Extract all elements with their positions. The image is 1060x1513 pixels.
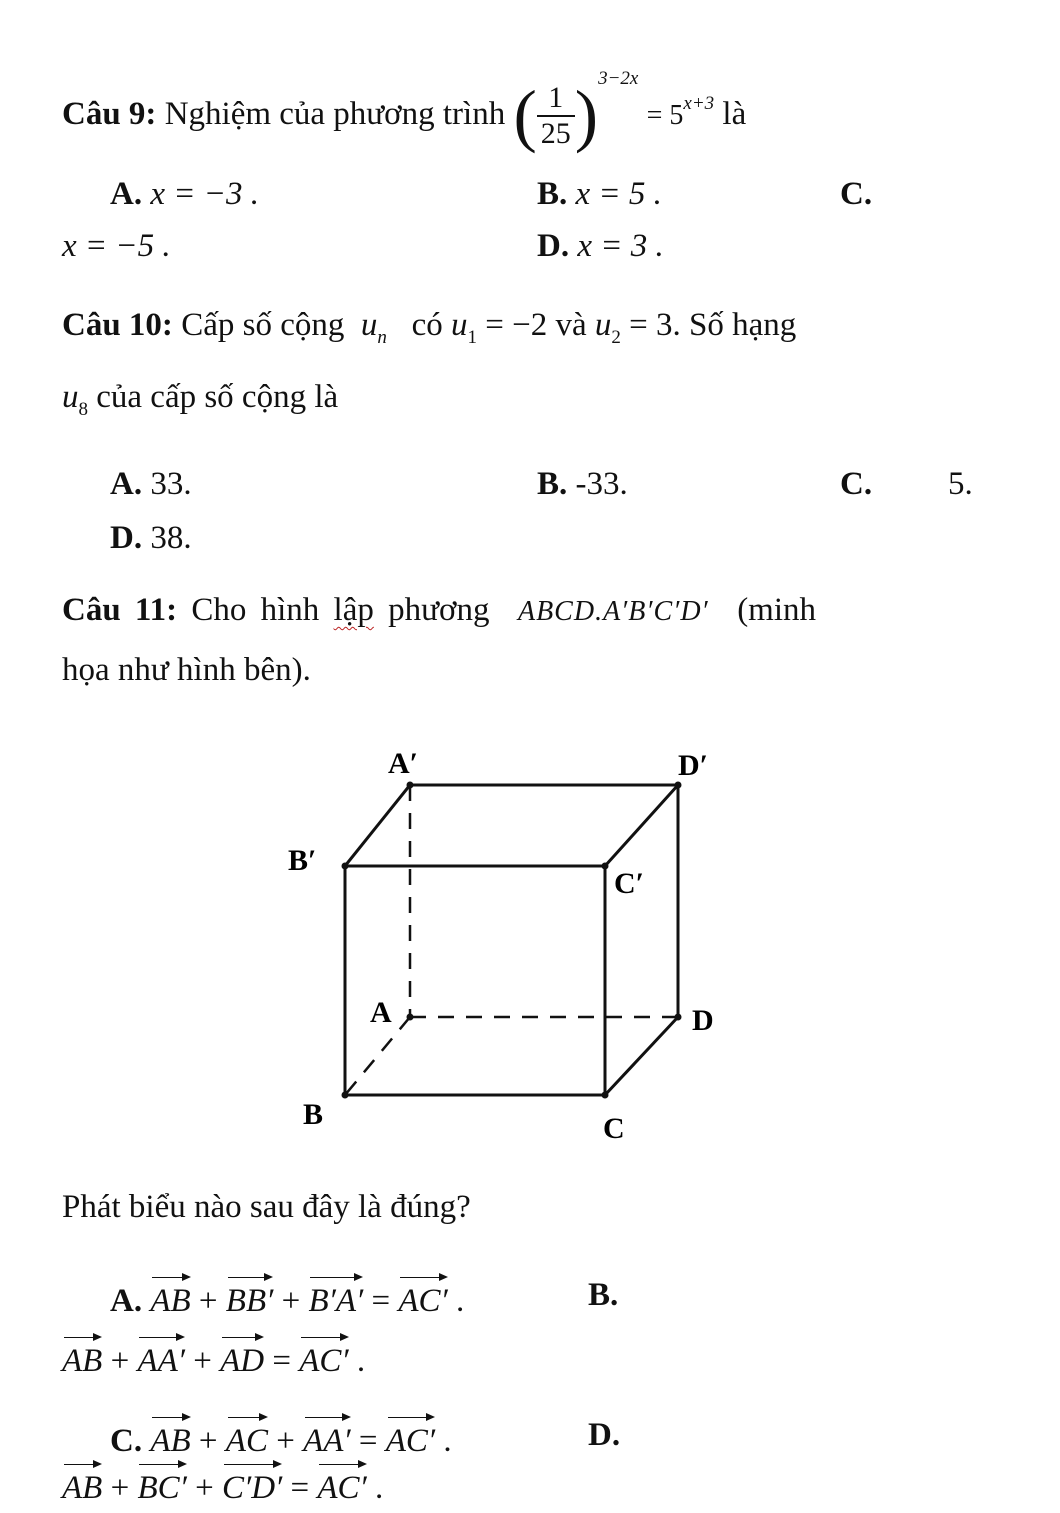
q10-option-b-value: -33. (575, 466, 628, 502)
q11-b-term3: AD (220, 1335, 264, 1381)
equals-sign: = (358, 1423, 378, 1459)
q10-un-sub: n (377, 327, 387, 348)
label-c: C (603, 1112, 625, 1145)
q9-frac-num: 1 (537, 81, 575, 117)
q10-option-d-letter: D. (110, 520, 143, 556)
period: . (456, 1283, 465, 1319)
q11-text-lap: lập (333, 592, 374, 628)
q10-u2-val: = 3 (629, 307, 673, 343)
q9-option-a[interactable] (110, 174, 259, 214)
q11-a-result: AC′ (398, 1275, 447, 1321)
q10-option-b[interactable] (537, 464, 628, 504)
q11-option-c-letter: C. (110, 1423, 143, 1459)
q9-option-c-expr: x = −5 . (62, 228, 171, 264)
q11-question (62, 1187, 471, 1227)
q11-c-term2: AC (226, 1415, 268, 1461)
q9-exp-right: x+3 (683, 93, 715, 114)
q9-option-c-letter: C. (840, 176, 873, 212)
q9-eq: = 5 (646, 100, 684, 131)
equals-sign: = (272, 1343, 291, 1379)
label-b: B (303, 1098, 324, 1131)
q9-option-b[interactable] (537, 174, 662, 214)
q11-option-d-letter: D. (588, 1417, 621, 1453)
q9-option-c-expr-line[interactable] (62, 226, 171, 266)
q11-option-a[interactable] (110, 1275, 464, 1321)
vertex-bp (342, 863, 349, 870)
label-ap: A′ (388, 747, 419, 780)
label-bp: B′ (288, 844, 317, 877)
q11-cube-name: ABCD.A′B′C′D′ (517, 596, 709, 627)
period: . (443, 1423, 452, 1459)
equals-sign: = (290, 1470, 310, 1506)
q11-b-term2: AA′ (137, 1335, 185, 1381)
q11-line2: họa như hình bên). (62, 652, 311, 688)
q10-text3: của cấp số cộng là (96, 379, 339, 415)
edge-c-d (605, 1017, 678, 1095)
q11-d-result: AC′ (317, 1462, 366, 1508)
q9-option-b-letter: B. (537, 176, 568, 212)
period: . (356, 1343, 366, 1379)
q10-va: và (555, 307, 587, 343)
q9-text: Nghiệm của phương trình (164, 96, 506, 132)
edge-a-b-hidden (345, 1017, 410, 1095)
q9-option-c[interactable] (840, 174, 872, 214)
q11-label: Câu 11: (62, 592, 178, 628)
q11-question-text: Phát biểu nào sau đây là đúng? (62, 1189, 471, 1225)
q11-option-d[interactable] (588, 1415, 620, 1455)
q10-u2: u (594, 307, 612, 343)
plus-sign: + (276, 1423, 295, 1459)
vertex-dp (675, 782, 682, 789)
q11-stem-line1 (62, 590, 816, 632)
q11-option-b[interactable] (588, 1275, 618, 1315)
q11-c-term1: AB (150, 1415, 190, 1461)
q9-left-paren: ( (513, 77, 537, 155)
q11-a-term3: B′A′ (308, 1275, 363, 1321)
edge-cp-dp (605, 785, 678, 866)
q11-text-b: phương (388, 592, 490, 628)
label-dp: D′ (678, 749, 709, 782)
q10-u8-sub: 8 (78, 399, 88, 420)
q9-right-paren: ) (574, 77, 599, 155)
q10-stem-line2 (62, 377, 338, 430)
q10-label: Câu 10: (62, 307, 173, 343)
label-d: D (692, 1004, 714, 1037)
q9-exp-left: 3−2x (598, 68, 639, 89)
q10-option-d[interactable] (110, 518, 192, 558)
plus-sign: + (195, 1470, 214, 1506)
label-cp: C′ (614, 867, 645, 900)
q11-stem-line2 (62, 650, 311, 690)
q10-option-c-value: 5. (948, 466, 973, 502)
vertex-ap (407, 782, 414, 789)
q11-option-b-expr[interactable] (62, 1335, 365, 1381)
q11-c-result: AC′ (386, 1415, 435, 1461)
q10-u1-sub: 1 (467, 327, 477, 348)
q9-option-b-expr: x = 5 . (575, 176, 662, 212)
plus-sign: + (110, 1470, 130, 1506)
q10-un: u (360, 307, 378, 343)
q10-u8: u (62, 379, 79, 415)
q9-option-a-letter: A. (110, 176, 143, 212)
q10-option-c-letter: C. (840, 466, 873, 502)
plus-sign: + (198, 1423, 218, 1459)
q11-d-term1: AB (62, 1462, 102, 1508)
q10-u2-sub: 2 (611, 327, 621, 348)
q11-text-c: (minh (737, 592, 817, 628)
q9-label: Câu 9: (62, 96, 157, 132)
q10-option-d-value: 38. (150, 520, 192, 556)
q9-option-d[interactable] (537, 226, 664, 266)
q11-d-term2: BC′ (137, 1462, 186, 1508)
q11-b-term1: AB (62, 1335, 102, 1381)
edge-bp-ap (345, 785, 410, 866)
plus-sign: + (198, 1283, 218, 1319)
q9-option-a-expr: x = −3 . (150, 176, 260, 212)
q9-option-d-letter: D. (537, 228, 570, 264)
q10-option-a[interactable] (110, 464, 192, 504)
q9-fraction (537, 81, 575, 151)
vertex-b (342, 1092, 349, 1099)
q9-stem (62, 44, 747, 155)
q11-b-result: AC′ (299, 1335, 348, 1381)
period: . (375, 1470, 384, 1506)
q9-frac-den: 25 (540, 117, 571, 151)
q11-d-term3: C′D′ (222, 1462, 282, 1508)
vertex-c (602, 1092, 609, 1099)
q10-option-a-value: 33. (150, 466, 192, 502)
vertex-d (675, 1014, 682, 1021)
vertex-a (407, 1014, 414, 1021)
q10-text2: . Số hạng (672, 307, 797, 343)
q10-text1: Cấp số cộng (181, 307, 345, 343)
q11-text-a: Cho hình (191, 592, 320, 628)
q10-u1-val: = −2 (485, 307, 548, 343)
q10-option-c-value-wrap[interactable] (948, 464, 973, 504)
plus-sign: + (110, 1343, 130, 1379)
q11-option-b-letter: B. (588, 1277, 619, 1313)
q11-option-a-letter: A. (110, 1283, 143, 1319)
q11-option-d-expr[interactable] (62, 1462, 383, 1508)
q10-option-a-letter: A. (110, 466, 143, 502)
plus-sign: + (281, 1283, 301, 1319)
q10-stem-line1 (62, 305, 796, 358)
q10-co: có (411, 307, 443, 343)
label-a: A (370, 996, 392, 1029)
equals-sign: = (371, 1283, 391, 1319)
q10-option-b-letter: B. (537, 466, 568, 502)
q11-option-c[interactable] (110, 1415, 452, 1461)
q10-u1: u (451, 307, 468, 343)
q11-a-term1: AB (150, 1275, 190, 1321)
q11-a-term2: BB′ (226, 1275, 274, 1321)
q9-option-d-expr: x = 3 . (577, 228, 664, 264)
vertex-cp (602, 863, 609, 870)
plus-sign: + (193, 1343, 212, 1379)
q10-option-c[interactable] (840, 464, 872, 504)
q11-c-term3: AA′ (303, 1415, 351, 1461)
q9-tail: là (722, 96, 747, 132)
